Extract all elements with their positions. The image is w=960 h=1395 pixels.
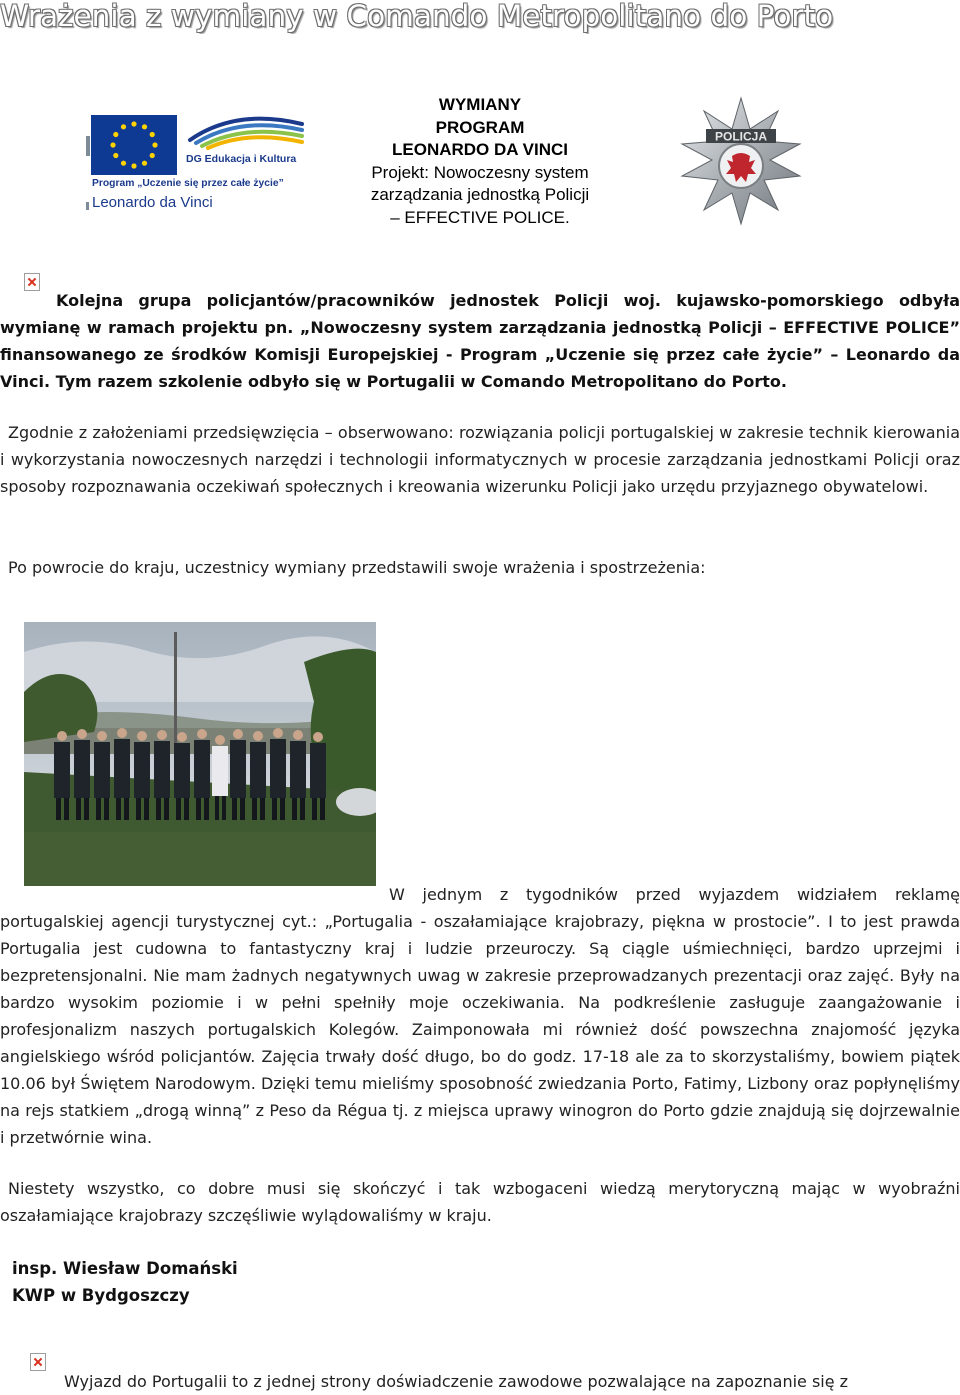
logo-leonardo-text: Leonardo da Vinci bbox=[92, 194, 213, 211]
header-line: zarządzania jednostką Policji bbox=[370, 185, 590, 204]
page-title: Wrażenia z wymiany w Comando Metropolitano do Porto bbox=[0, 0, 834, 33]
broken-image-icon bbox=[30, 1353, 46, 1371]
intro-paragraph: Kolejna grupa policjantów/pracowników jednostek Policji woj. kujawsko-pomorskiego odbyła wymianę w ramach projektu pn. „Nowoczesny system zarządzania jednostką Policji – EFFECTIVE POLICE” finansowanego ze środków Komisji Europejskiej - Program „Uczenie się przez całe życie” – Leonardo da Vinci. Tym razem szkolenie odbyło się w Portugalii w Comando Metropolitano do Porto. bbox=[0, 291, 960, 391]
program-header bbox=[345, 94, 615, 229]
header-line: Projekt: Nowoczesny system bbox=[371, 162, 589, 182]
signature-name: insp. Wiesław Domański bbox=[12, 1259, 238, 1278]
logo-program-text: Program „Uczenie się przez całe życie” bbox=[92, 178, 284, 189]
logo-dg-text: DG Edukacja i Kultura bbox=[186, 153, 297, 165]
paragraph: Po powrocie do kraju, uczestnicy wymiany przedstawili swoje wrażenia i spostrzeżenia: bbox=[8, 558, 706, 577]
badge-text: POLICJA bbox=[714, 129, 768, 144]
signature-unit: KWP w Bydgoszczy bbox=[12, 1286, 190, 1305]
header-line: – EFFECTIVE POLICE. bbox=[390, 207, 570, 227]
eu-leonardo-logo bbox=[86, 110, 306, 212]
police-badge-logo bbox=[676, 96, 806, 226]
header-line: WYMIANY bbox=[438, 95, 522, 114]
header-line: LEONARDO DA VINCI bbox=[392, 140, 568, 159]
group-photo bbox=[24, 622, 376, 886]
paragraph: Niestety wszystko, co dobre musi się skończyć i tak wzbogaceni wiedzą merytoryczną mając w wyobraźni oszałamiające krajobrazy szczęśliwie wylądowaliśmy w kraju. bbox=[0, 1179, 960, 1225]
paragraph: W jednym z tygodników przed wyjazdem widziałem reklamę portugalskiej agencji turystycznej cyt.: „Portugalia - oszałamiające krajobrazy, piękna w prostocie”. I to jest prawda Portugalia jest cudowna to fantastyczny kraj i ludzie przeuroczy. Są ciągle uśmiechnięci, bardzo uprzejmi i bezpretensjonalni. Nie mam żadnych negatywnych uwag w zakresie przeprowadzanych prezentacji oraz zajęć. Były na bardzo wysokim poziomie i w pełni spełniły moje oczekiwania. Na podkreślenie zasługuje zaangażowanie i profesjonalizm naszych portugalskich Kolegów. Zaimponowała mi również dość powszechna znajomość języka angielskiego wśród policjantów. Zajęcia trwały dość długo, bo do godz. 17-18 ale za to skorzystaliśmy, bowiem piątek 10.06 był Świętem Narodowym. Dzięki temu mieliśmy sposobność zwiedzania Porto, Fatimy, Lizbony oraz popłynęliśmy na rejs statkiem „drogą winną” z Peso da Régua tj. z miejsca uprawy winogron do Porto gdzie znajdują się dojrzewalnie i przetwórnie wina. bbox=[0, 885, 960, 1147]
paragraph: Zgodnie z założeniami przedsięwzięcia – obserwowano: rozwiązania policji portugalskiej w zakresie technik kierowania i wykorzystania nowoczesnych narzędzi i technologii informatycznych w procesie zarządzania jednostkami Policji oraz sposoby rozpoznawania oczekiwań społecznych i kreowania wizerunku Policji jako urzędu przyjaznego obywatelowi. bbox=[0, 423, 960, 496]
last-paragraph-line: Wyjazd do Portugalii to z jednej strony doświadczenie zawodowe pozwalające na zapoznanie się z bbox=[64, 1372, 849, 1391]
header-line: PROGRAM bbox=[435, 117, 525, 137]
